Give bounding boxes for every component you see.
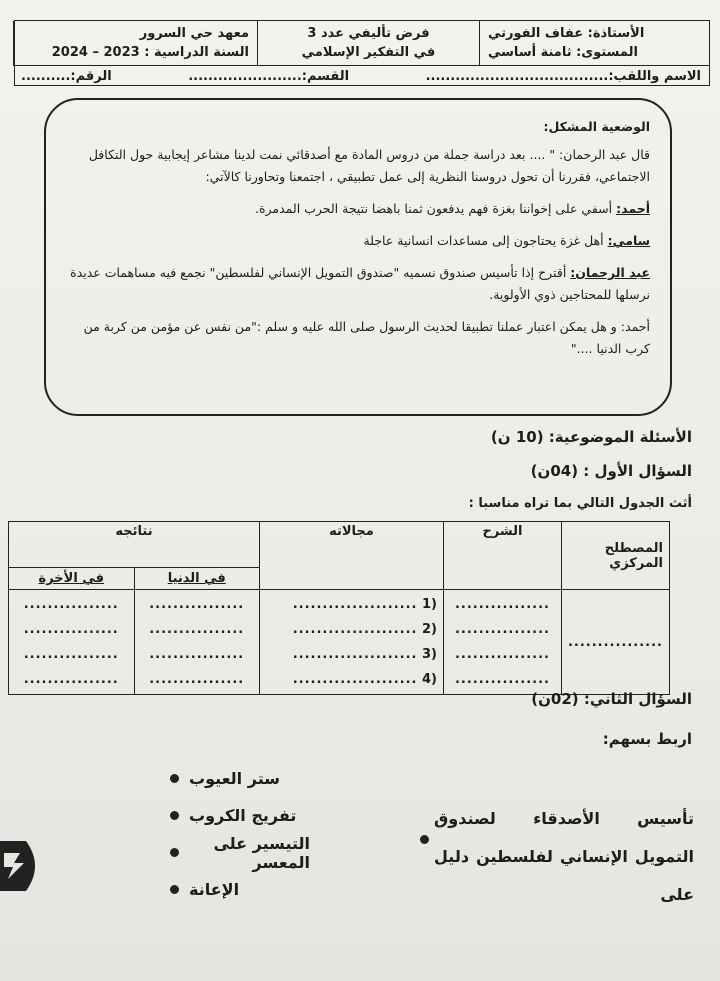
name-field[interactable]: الاسم واللقب:..................................... xyxy=(425,69,701,84)
option-bullet[interactable] xyxy=(170,774,179,783)
problem-title: الوضعية المشكل: xyxy=(543,119,650,134)
answer-blank: ................ xyxy=(23,672,119,687)
row-number: (2 xyxy=(421,622,437,637)
row-number: (1 xyxy=(421,597,437,612)
answer-blank: ................ xyxy=(567,634,663,650)
option-label: تفريج الكروب xyxy=(189,806,297,825)
dialogue-line xyxy=(64,316,650,360)
answer-blank: ................ xyxy=(23,647,119,662)
objective-questions-title: الأسئلة الموضوعية: (10 ن) xyxy=(490,428,692,446)
dialogue-text: أقترح إذا تأسيس صندوق نسميه "صندوق التمويل الإنساني لفلسطين" نجمع فيه مساهمات عديدة نرسلها للمحتاجين ذوي الأولوية. xyxy=(70,265,650,302)
option-item[interactable] xyxy=(170,871,310,908)
answer-blank: ................ xyxy=(149,672,245,687)
option-bullet[interactable] xyxy=(170,811,179,820)
term-answer[interactable] xyxy=(561,590,669,695)
student-info-row xyxy=(13,65,709,87)
speaker: سامي: xyxy=(607,233,650,248)
question-2: السؤال الثاني: (02ن) xyxy=(531,690,692,708)
subheader-hereafter: في الأخرة xyxy=(9,568,135,590)
option-bullet[interactable] xyxy=(170,885,179,894)
answer-blank: ..................... xyxy=(292,647,418,662)
row-number: (4 xyxy=(421,672,437,687)
answer-table xyxy=(8,521,670,695)
problem-box xyxy=(44,98,672,416)
dialogue-line xyxy=(64,230,650,252)
answer-blank: ................ xyxy=(149,622,245,637)
hereafter-results-answers[interactable] xyxy=(9,590,135,695)
dialogue-line xyxy=(64,262,650,306)
option-bullet[interactable] xyxy=(170,848,179,857)
row-number: (3 xyxy=(421,647,437,662)
option-label: ستر العيوب xyxy=(189,769,280,788)
speaker: عبد الرحمان: xyxy=(570,265,650,280)
answer-blank: ................ xyxy=(454,597,550,612)
statement-bullet[interactable] xyxy=(420,835,429,844)
dialogue-text: أسفي على إخواننا بغزة فهم يدفعون ثمنا باهضا نتيجة الحرب المدمرة. xyxy=(254,201,617,216)
institute-cell xyxy=(13,21,257,65)
class-field[interactable]: القسم:....................... xyxy=(188,69,350,84)
option-label: التيسير على المعسر xyxy=(213,833,310,872)
dialogue-text: أهل غزة يحتاجون إلى مساعدات انسانية عاجلة xyxy=(363,233,608,248)
answer-blank: ................ xyxy=(23,622,119,637)
option-label: الإعانة xyxy=(189,880,240,899)
answer-blank: ................ xyxy=(23,597,119,612)
dialogue-line xyxy=(64,198,650,220)
answer-blank: ..................... xyxy=(292,597,418,612)
exam-title: فرض تأليفي عدد 3 xyxy=(307,26,430,41)
header-results: نتائجه xyxy=(9,522,260,568)
linking-options xyxy=(170,760,310,908)
institute: معهد حي السرور xyxy=(139,26,249,41)
dialogue-text: أحمد: و هل يمكن اعتبار عملنا تطبيقا لحديث الرسول صلى الله عليه و سلم :"من نفس عن مؤمن من كربة من كرب الدنيا ...." xyxy=(83,319,650,356)
answer-blank: ..................... xyxy=(292,622,418,637)
option-item[interactable] xyxy=(170,834,310,871)
fields-answers[interactable] xyxy=(259,590,443,695)
number-field[interactable]: الرقم:.......... xyxy=(21,69,112,84)
answer-blank: ................ xyxy=(149,597,245,612)
answer-blank: ................ xyxy=(454,622,550,637)
question-2-instruction: اربط بسهم: xyxy=(602,730,692,748)
header-fields: مجالاته xyxy=(259,522,443,590)
question-1-instruction: أثث الجدول التالي بما تراه مناسبا : xyxy=(468,496,692,511)
teacher: الأستاذة: عفاف الفورتي xyxy=(488,26,645,41)
logo-icon xyxy=(0,835,46,897)
world-results-answers[interactable] xyxy=(134,590,259,695)
problem-intro: قال عبد الرحمان: " .... بعد دراسة جملة من دروس المادة مع أصدقائي نمت لدينا مشاعر إيجابية حول التكافل الاجتماعي، فقررنا أن تحول دروسنا النظرية إلى عمل تطبيقي ، اجتمعنا وتحاورنا كالآتي: xyxy=(88,147,650,184)
teacher-cell xyxy=(479,21,709,65)
answer-blank: ..................... xyxy=(292,672,418,687)
answer-blank: ................ xyxy=(454,647,550,662)
field-row xyxy=(266,667,437,692)
field-row xyxy=(266,617,437,642)
linking-statement: تأسيس الأصدقاء لصندوق التمويل الإنساني لفلسطين دليل على xyxy=(434,809,694,904)
exam-title-cell xyxy=(257,21,479,65)
field-row xyxy=(266,592,437,617)
field-row xyxy=(266,642,437,667)
header-explanation: الشرح xyxy=(443,522,561,590)
answer-blank: ................ xyxy=(454,672,550,687)
answer-blank: ................ xyxy=(149,647,245,662)
header-term: المصطلح المركزي xyxy=(561,522,669,590)
subheader-world: في الدنيا xyxy=(134,568,259,590)
explanation-answers[interactable] xyxy=(443,590,561,695)
option-item[interactable] xyxy=(170,760,310,797)
speaker: أحمد: xyxy=(616,201,650,216)
option-item[interactable] xyxy=(170,797,310,834)
header-table xyxy=(14,20,710,86)
level: المستوى: ثامنة أساسي xyxy=(488,45,638,60)
question-1: السؤال الأول : (04ن) xyxy=(530,462,692,480)
subject: في التفكير الإسلامي xyxy=(301,45,436,60)
school-year: السنة الدراسية : 2023 – 2024 xyxy=(51,45,249,60)
